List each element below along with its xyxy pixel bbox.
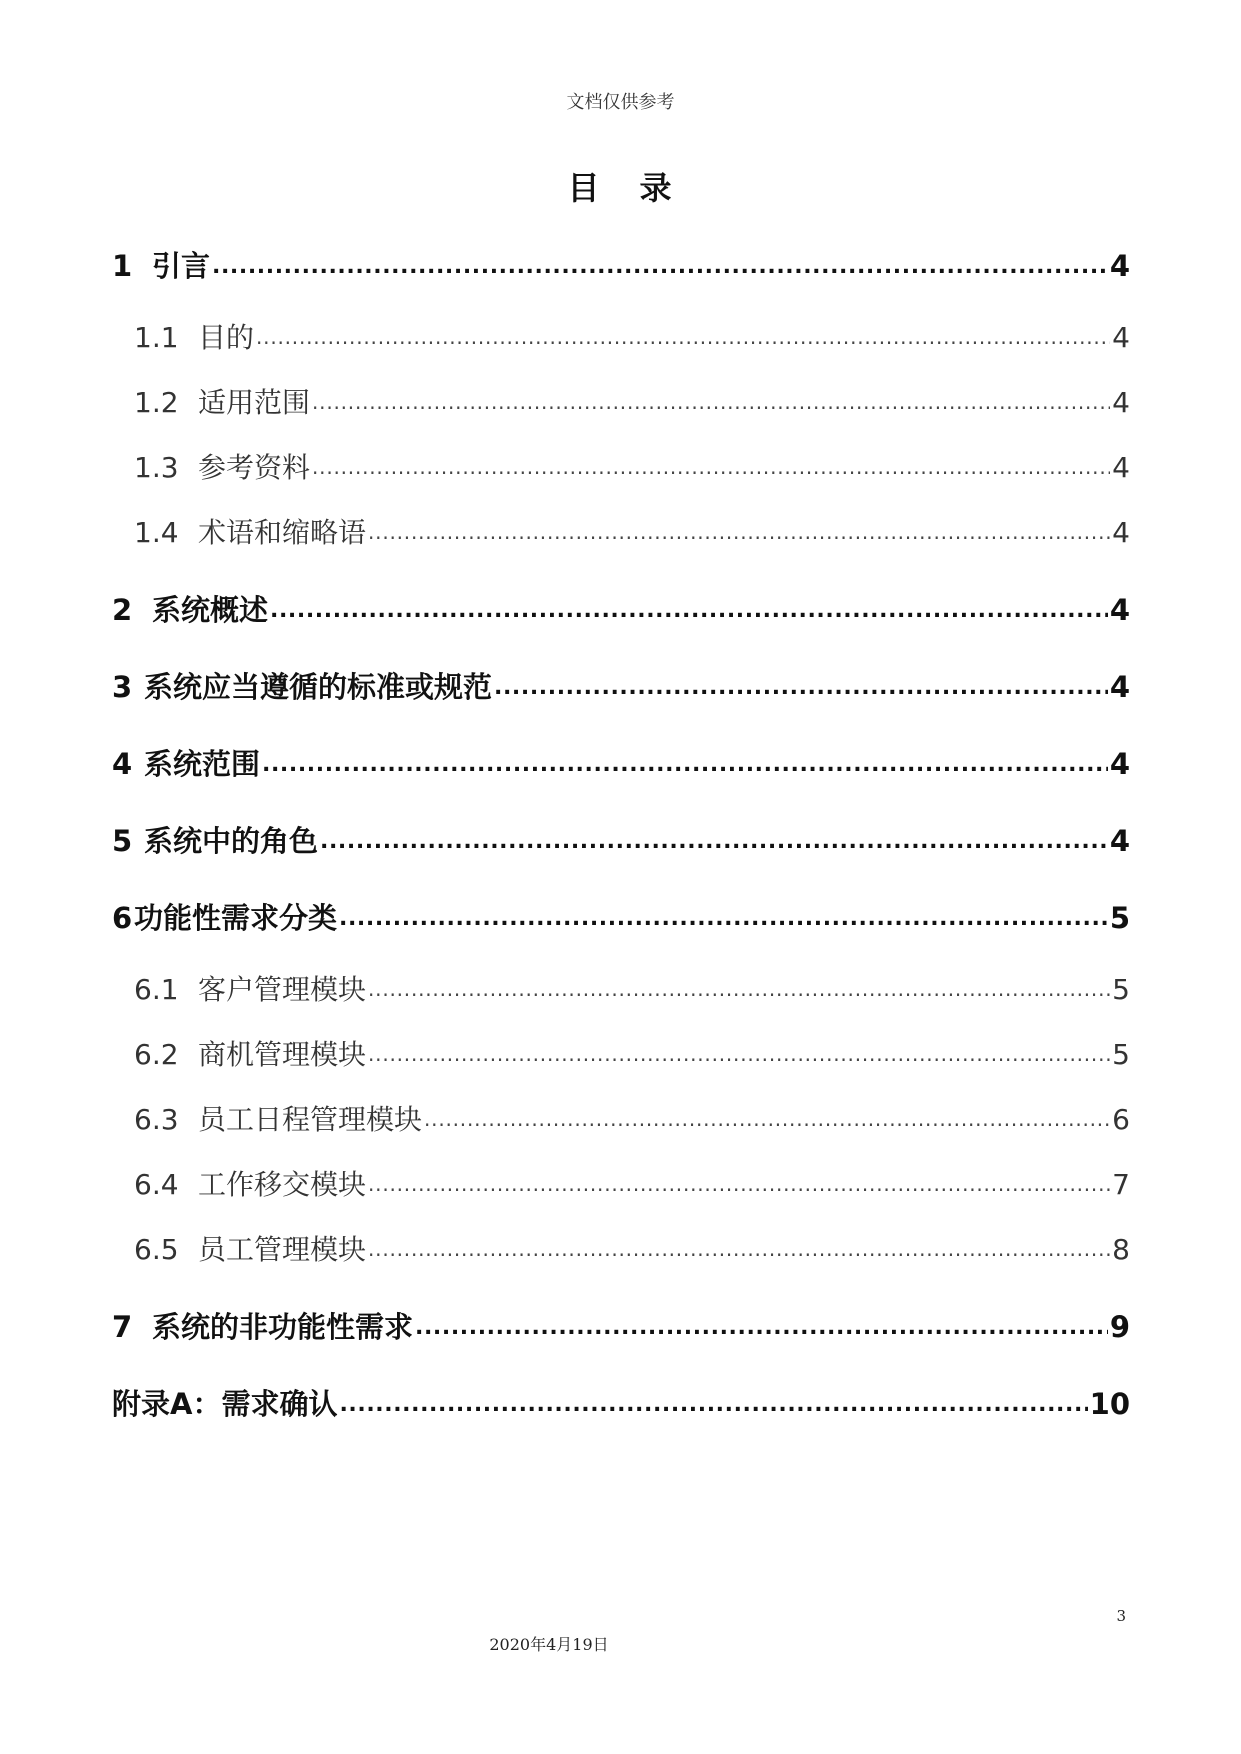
toc-dot-leader: [312, 384, 1110, 412]
toc-entry-page: 6: [1112, 1103, 1130, 1136]
toc-entry-6-2[interactable]: [112, 1033, 1130, 1073]
toc-entry-number: 7: [112, 1310, 133, 1344]
toc-entry-page: 4: [1112, 516, 1130, 549]
page-number: 3: [1116, 1607, 1126, 1625]
toc-entry-page: 4: [1112, 321, 1130, 354]
toc-entry-page: 4: [1109, 824, 1130, 858]
toc-entry-page: 4: [1109, 249, 1130, 283]
toc-dot-leader: [262, 745, 1108, 774]
toc-entry-1-2[interactable]: [112, 381, 1130, 421]
toc-entry-label: 功能性需求分类: [134, 901, 338, 935]
toc-dot-leader: [256, 319, 1110, 347]
toc-dot-leader: [312, 449, 1110, 477]
toc-entry-number: 2: [112, 593, 133, 627]
toc-entry-label: 附录A：需求确认: [112, 1387, 338, 1421]
toc-dot-leader: [320, 822, 1108, 851]
toc-entry-number: 6.2: [134, 1038, 179, 1071]
toc-entry-number: 6.5: [134, 1233, 179, 1266]
toc-dot-leader: [424, 1101, 1110, 1129]
toc-entry-page: 4: [1112, 451, 1130, 484]
toc-entry-number: 6.4: [134, 1168, 179, 1201]
toc-entry-1[interactable]: [112, 244, 1130, 285]
toc-entry-page: 5: [1112, 973, 1130, 1006]
toc-entry-page: 5: [1109, 901, 1130, 935]
toc-entry-6-4[interactable]: [112, 1163, 1130, 1203]
toc-dot-leader: [368, 1166, 1110, 1194]
toc-entry-label: 商机管理模块: [198, 1038, 367, 1071]
toc-entry-2[interactable]: [112, 588, 1130, 629]
toc-entry-number: 6: [112, 901, 133, 935]
toc-entry-1-1[interactable]: [112, 316, 1130, 356]
toc-entry-1-4[interactable]: [112, 511, 1130, 551]
toc-entry-page: 4: [1109, 670, 1130, 704]
toc-entry-7[interactable]: [112, 1305, 1130, 1346]
page-footer-date: 2020年4月19日: [489, 1635, 609, 1654]
toc-entry-label: 适用范围: [198, 386, 311, 419]
toc-entry-label: 员工管理模块: [198, 1233, 367, 1266]
toc-dot-leader: [368, 514, 1110, 542]
toc-entry-number: 1.3: [134, 451, 179, 484]
toc-entry-number: 1.2: [134, 386, 179, 419]
toc-dot-leader: [339, 1385, 1087, 1414]
toc-entry-page: 8: [1112, 1233, 1130, 1266]
toc-entry-number: 1: [112, 249, 133, 283]
toc-title-part1: 目: [567, 169, 602, 207]
toc-title-part2: 录: [639, 169, 674, 207]
toc-entry-6-5[interactable]: [112, 1228, 1130, 1268]
toc-entry-label: 参考资料: [198, 451, 311, 484]
toc-entry-number: 6.3: [134, 1103, 179, 1136]
toc-entry-label: 系统中的角色: [144, 824, 319, 858]
toc-dot-leader: [339, 899, 1108, 928]
toc-entry-label: 引言: [152, 249, 211, 283]
toc-entry-label: 客户管理模块: [198, 973, 367, 1006]
toc-entry-3[interactable]: [112, 665, 1130, 706]
toc-entry-page: 4: [1109, 593, 1130, 627]
page-header-text: 文档仅供参考: [566, 92, 675, 113]
toc-entry-page: 5: [1112, 1038, 1130, 1071]
toc-dot-leader: [368, 1231, 1110, 1259]
toc-entry-number: 3: [112, 670, 133, 704]
toc-entry-label: 系统范围: [144, 747, 261, 781]
toc-entry-5[interactable]: [112, 819, 1130, 860]
toc-entry-page: 4: [1112, 386, 1130, 419]
toc-entry-label: 员工日程管理模块: [198, 1103, 423, 1136]
table-of-contents: [112, 0, 1130, 1754]
toc-dot-leader: [368, 1036, 1110, 1064]
toc-entry-number: 4: [112, 747, 133, 781]
toc-entry-label: 术语和缩略语: [198, 516, 367, 549]
toc-entry-6[interactable]: [112, 896, 1130, 937]
toc-dot-leader: [212, 247, 1108, 276]
toc-dot-leader: [270, 591, 1108, 620]
toc-entry-6-3[interactable]: [112, 1098, 1130, 1138]
toc-entry-page: 9: [1109, 1310, 1130, 1344]
toc-entry-page: 7: [1112, 1168, 1130, 1201]
toc-entry-appendix-a[interactable]: [112, 1382, 1130, 1423]
toc-entry-page: 4: [1109, 747, 1130, 781]
toc-entry-label: 系统概述: [152, 593, 269, 627]
toc-entry-number: 5: [112, 824, 133, 858]
toc-dot-leader: [415, 1308, 1108, 1337]
toc-entry-label: 目的: [198, 321, 255, 354]
toc-dot-leader: [368, 971, 1110, 999]
toc-entry-page: 10: [1089, 1387, 1130, 1421]
toc-entry-label: 系统的非功能性需求: [152, 1310, 414, 1344]
toc-entry-4[interactable]: [112, 742, 1130, 783]
toc-entry-6-1[interactable]: [112, 968, 1130, 1008]
toc-dot-leader: [494, 668, 1108, 697]
toc-entry-number: 1.4: [134, 516, 179, 549]
toc-entry-number: 1.1: [134, 321, 179, 354]
toc-entry-1-3[interactable]: [112, 446, 1130, 486]
toc-entry-label: 工作移交模块: [198, 1168, 367, 1201]
toc-entry-label: 系统应当遵循的标准或规范: [144, 670, 493, 704]
toc-entry-number: 6.1: [134, 973, 179, 1006]
